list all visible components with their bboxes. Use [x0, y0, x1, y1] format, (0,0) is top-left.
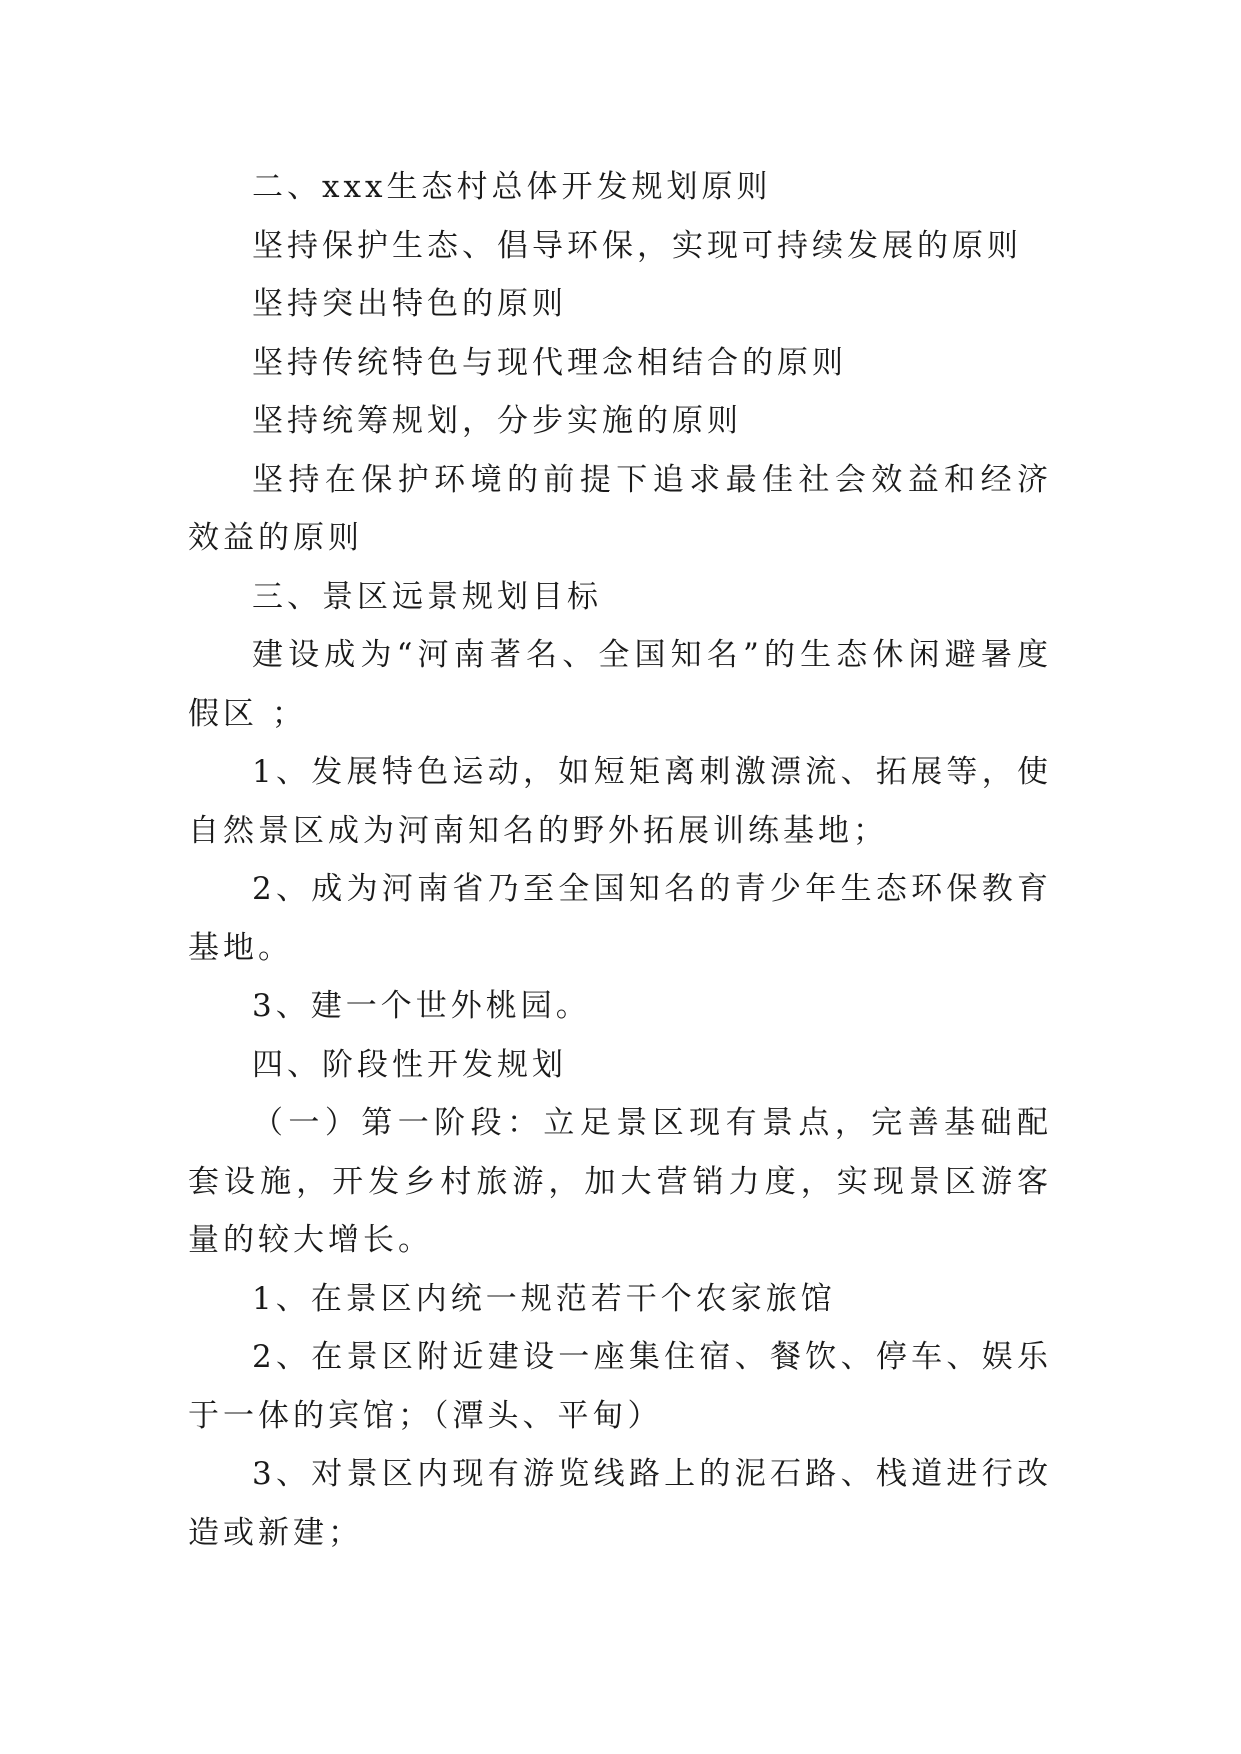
paragraph: 坚持统筹规划，分步实施的原则	[252, 403, 742, 439]
paragraph: 建设成为“河南著名、全国知名”的生态休闲避暑度假区 ；	[188, 637, 1052, 732]
list-item: 1、发展特色运动，如短矩离刺激漂流、拓展等，使自然景区成为河南知名的野外拓展训练基地；	[188, 754, 1052, 849]
section-heading-goals: 三、景区远景规划目标	[252, 578, 602, 615]
list-item: 3、对景区内现有游览线路上的泥石路、栈道进行改造或新建；	[188, 1456, 1052, 1551]
paragraph: 坚持保护生态、倡导环保，实现可持续发展的原则	[252, 227, 1022, 264]
paragraph: 坚持传统特色与现代理念相结合的原则	[252, 344, 847, 381]
paragraph: 坚持突出特色的原则	[252, 286, 567, 322]
document-body	[188, 158, 1052, 1562]
list-item: 2、在景区附近建设一座集住宿、餐饮、停车、娱乐于一体的宾馆；（潭头、平甸）	[188, 1339, 1052, 1434]
section-heading-principles: 二、xxx生态村总体开发规划原则	[252, 169, 772, 205]
subsection-heading-phase-one: （一）第一阶段：立足景区现有景点，完善基础配套设施，开发乡村旅游，加大营销力度，实现景区游客量的较大增长。	[188, 1105, 1052, 1258]
list-item: 3、建一个世外桃园。	[252, 988, 591, 1024]
list-item: 1、在景区内统一规范若干个农家旅馆	[252, 1280, 836, 1317]
section-heading-phases: 四、阶段性开发规划	[252, 1046, 567, 1083]
list-item: 2、成为河南省乃至全国知名的青少年生态环保教育基地。	[188, 871, 1052, 966]
paragraph: 坚持在保护环境的前提下追求最佳社会效益和经济效益的原则	[188, 461, 1052, 556]
